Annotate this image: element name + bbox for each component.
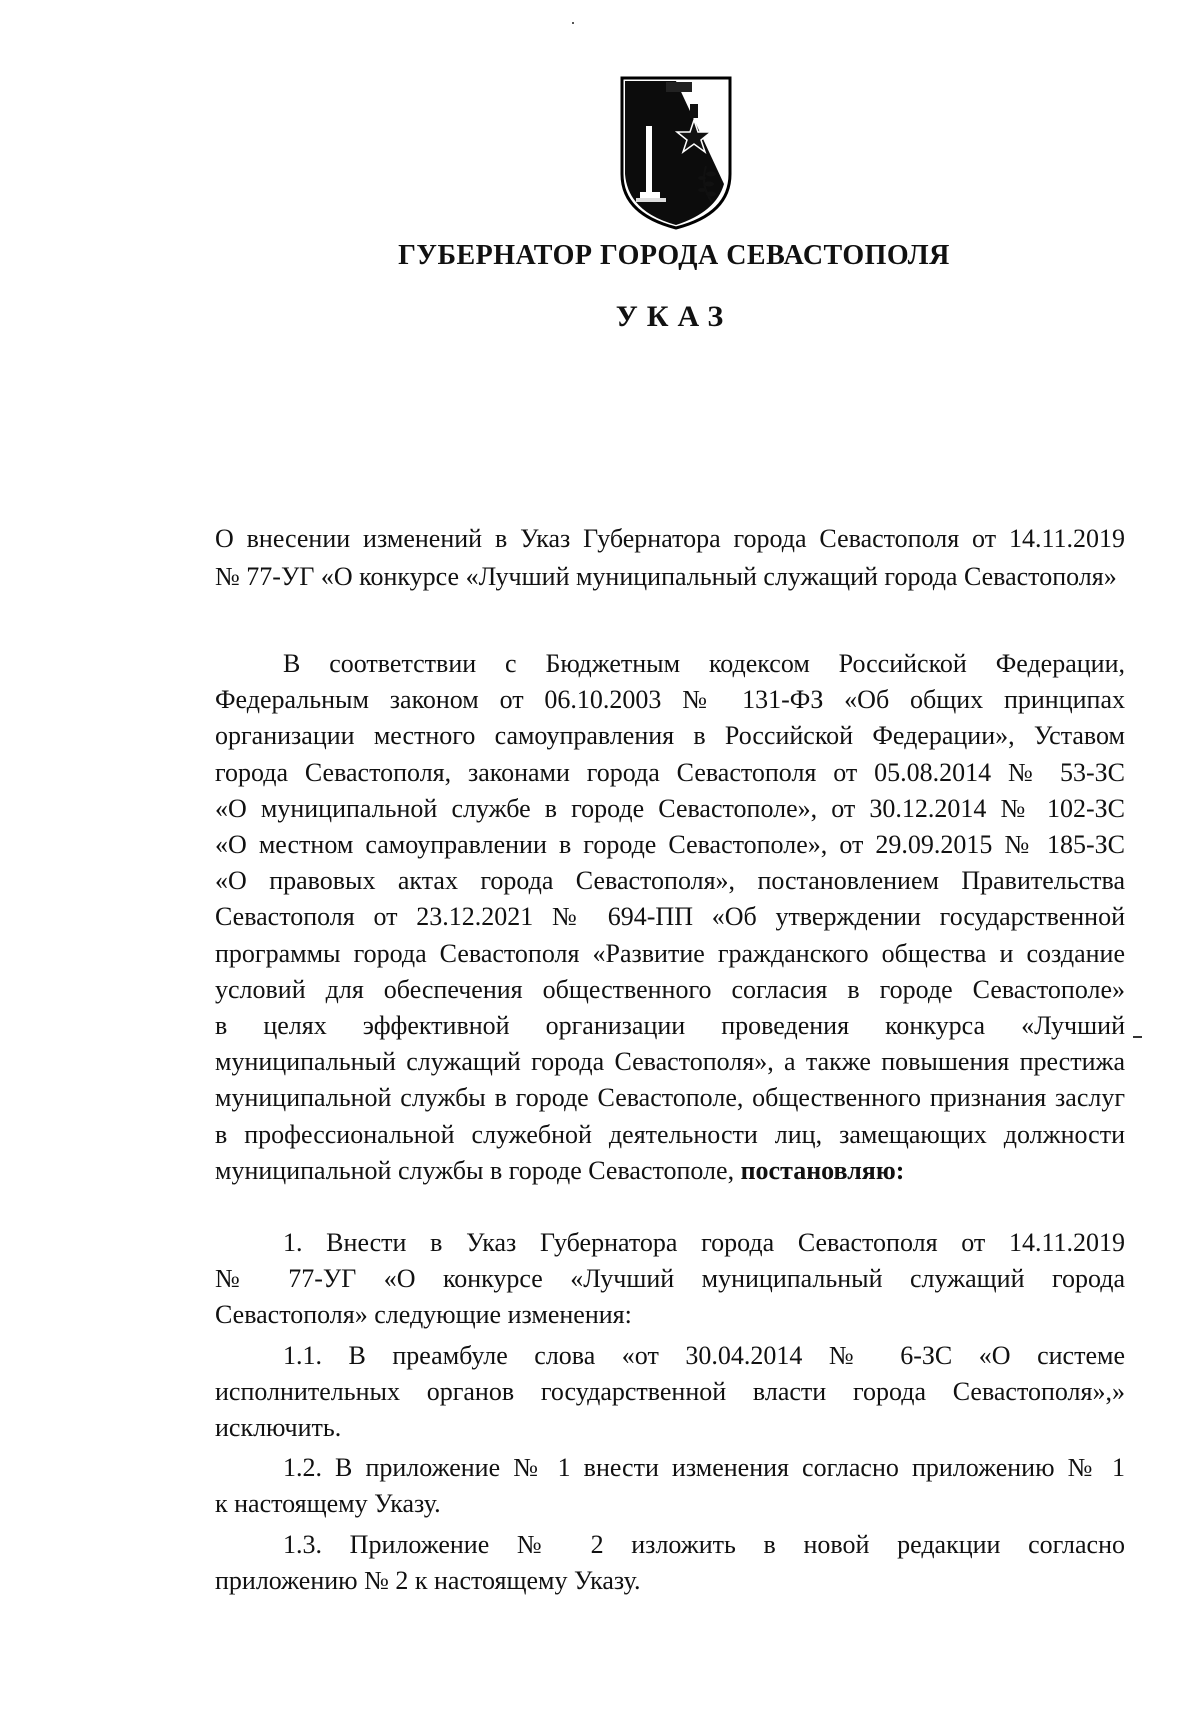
- item-line: к настоящему Указу.: [215, 1489, 441, 1519]
- item-line: 1. Внести в Указ Губернатора города Севастополя от 14.11.2019: [283, 1228, 1125, 1258]
- item-line: 1.2. В приложение № 1 внести изменения согласно приложению № 1: [283, 1453, 1125, 1483]
- preamble-line: В соответствии с Бюджетным кодексом Российской Федерации,: [283, 649, 1125, 678]
- preamble-line: «О правовых актах города Севастополя», постановлением Правительства: [215, 866, 1125, 896]
- preamble-line: муниципальной службы в городе Севастополе, общественного признания заслуг: [215, 1083, 1125, 1113]
- preamble-line: организации местного самоуправления в Российской Федерации», Уставом: [215, 721, 1125, 751]
- document-type-title: УКАЗ: [615, 300, 733, 333]
- preamble-line: «О местном самоуправлении в городе Севастополе», от 29.09.2015 № 185-ЗС: [215, 830, 1125, 860]
- item-1-3: [215, 1527, 1125, 1599]
- preamble-line: Федеральным законом от 06.10.2003 № 131-ФЗ «Об общих принципах: [215, 685, 1125, 715]
- preamble-paragraph: [215, 646, 1125, 1189]
- item-line: приложению № 2 к настоящему Указу.: [215, 1565, 641, 1595]
- scan-dash-mark: [1133, 1036, 1142, 1038]
- decree-subject: [215, 520, 1125, 596]
- preamble-line: в целях эффективной организации проведения конкурса «Лучший: [215, 1011, 1125, 1041]
- decree-body: [215, 646, 1125, 1599]
- item-line: 1.3. Приложение № 2 изложить в новой редакции согласно: [283, 1529, 1125, 1559]
- subject-line: № 77-УГ «О конкурсе «Лучший муниципальный служащий города Севастополя»: [215, 562, 1117, 591]
- decree-operative-word: постановляю:: [740, 1155, 905, 1185]
- subject-line: О внесении изменений в Указ Губернатора города Севастополя от 14.11.2019: [215, 524, 1125, 553]
- preamble-line: «О муниципальной службе в городе Севастополе», от 30.12.2014 № 102-ЗС: [215, 793, 1125, 823]
- coat-of-arms-emblem: [616, 74, 736, 232]
- preamble-line: в профессиональной служебной деятельности лиц, замещающих должности: [215, 1119, 1125, 1149]
- preamble-last-text: муниципальной службы в городе Севастополе,: [215, 1155, 735, 1185]
- preamble-line: муниципальный служащий города Севастополя», а также повышения престижа: [215, 1047, 1125, 1077]
- preamble-line: программы города Севастополя «Развитие гражданского общества и создание: [215, 938, 1125, 968]
- item-line: 1.1. В преамбуле слова «от 30.04.2014 № 6-ЗС «О системе: [283, 1340, 1125, 1370]
- item-line: № 77-УГ «О конкурсе «Лучший муниципальный служащий города: [215, 1264, 1125, 1294]
- item-1: [215, 1225, 1125, 1334]
- item-1-1: [215, 1338, 1125, 1447]
- preamble-line: условий для обеспечения общественного согласия в городе Севастополе»: [215, 974, 1125, 1004]
- issuing-authority: ГУБЕРНАТОР ГОРОДА СЕВАСТОПОЛЯ: [398, 240, 950, 271]
- preamble-line: города Севастополя, законами города Севастополя от 05.08.2014 № 53-ЗС: [215, 757, 1125, 787]
- item-line: исполнительных органов государственной власти города Севастополя»,»: [215, 1376, 1125, 1406]
- item-line: Севастополя» следующие изменения:: [215, 1300, 632, 1330]
- item-1-2: [215, 1450, 1125, 1522]
- preamble-last-line: [215, 1153, 1125, 1189]
- preamble-line: Севастополя от 23.12.2021 № 694-ПП «Об утверждении государственной: [215, 902, 1125, 932]
- item-line: исключить.: [215, 1413, 342, 1443]
- scan-speck: [572, 22, 574, 24]
